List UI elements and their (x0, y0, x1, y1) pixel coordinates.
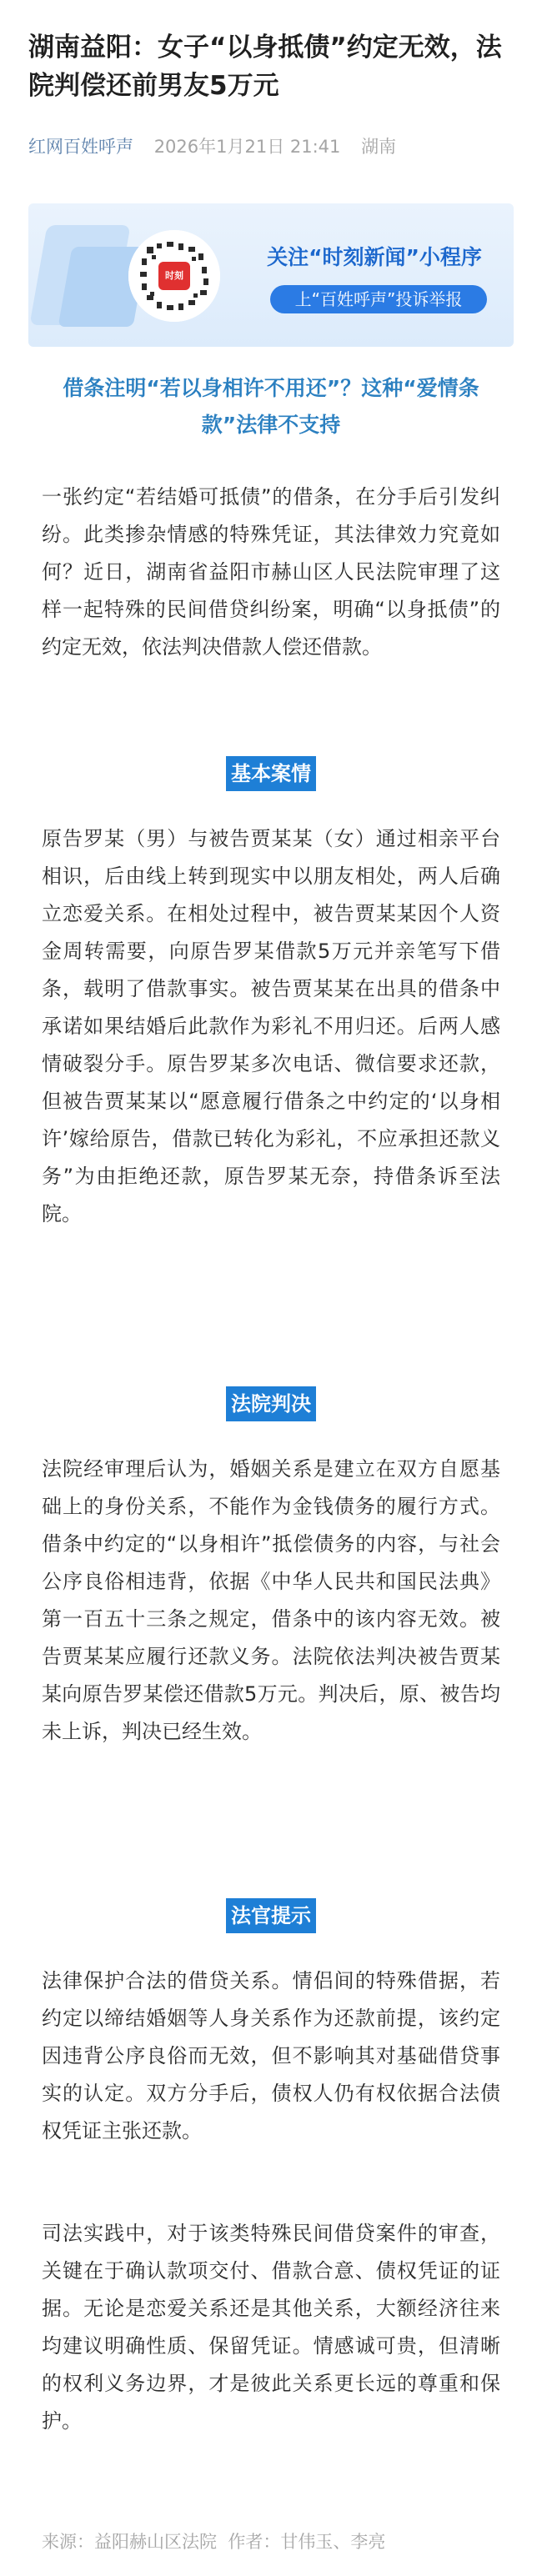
tips-paragraph-1: 法律保护合法的借贷关系。情侣间的特殊借据，若约定以缔结婚姻等人身关系作为还款前提，该约定因违背公序良俗而无效，但不影响其对基础借贷事实的认定。双方分手后，债权人仍有权依据合法债权凭证主张还款。 (42, 1969, 500, 2142)
footer-source: 益阳赫山区法院 (94, 2532, 217, 2552)
source-link[interactable]: 红网百姓呼声 (28, 137, 133, 157)
region-label: 湖南 (361, 137, 397, 157)
case-paragraph: 原告罗某（男）与被告贾某某（女）通过相亲平台相识，后由线上转到现实中以朋友相处，两人后确立恋爱关系。在相处过程中，被告贾某某因个人资金周转需要，向原告罗某借款5万元并亲笔写下借条，载明了借款事实。被告贾某某在出具的借条中承诺如果结婚后此款作为彩礼不用归还。后两人感情破裂分手。原告罗某多次电话、微信要求还款，但被告贾某某以“愿意履行借条之中约定的‘以身相许’嫁给原告，借款已转化为彩礼，不应承担还款义务”为由拒绝还款，原告罗某无奈，持借条诉至法院。 (42, 827, 500, 1225)
section-heading-tips: 法官提示 (0, 1898, 542, 1933)
qr-center-logo: 时刻 (158, 262, 190, 290)
footer-authors: 甘伟玉、李亮 (280, 2532, 386, 2552)
footer-source-label: 来源： (42, 2532, 94, 2552)
article-footer (42, 2529, 509, 2554)
intro-paragraph: 一张约定“若结婚可抵债”的借条，在分手后引发纠纷。此类掺杂情感的特殊凭证，其法律效力究竟如何？近日，湖南省益阳市赫山区人民法院审理了这样一起特殊的民间借贷纠纷案，明确“以身抵债”的约定无效，依法判决借款人偿还借款。 (42, 485, 500, 659)
judgment-paragraph: 法院经审理后认为，婚姻关系是建立在双方自愿基础上的身份关系，不能作为金钱债务的履行方式。借条中约定的“以身相许”抵偿债务的内容，与社会公序良俗相违背，依据《中华人民共和国民法典》第一百五十三条之规定，借条中的该内容无效。被告贾某某应履行还款义务。法院依法判决被告贾某某向原告罗某偿还借款5万元。判决后，原、被告均未上诉，判决已经生效。 (42, 1457, 500, 1743)
promo-banner[interactable] (28, 203, 514, 347)
article-meta (28, 135, 396, 158)
section-heading-case: 基本案情 (0, 756, 542, 791)
publish-time: 2026年1月21日 21:41 (153, 137, 341, 157)
complaint-report-button[interactable]: 上“百姓呼声”投诉举报 (270, 285, 487, 313)
section-heading-judgment: 法院判决 (0, 1386, 542, 1421)
banner-headline: 关注“时刻新闻”小程序 (267, 245, 482, 269)
tips-paragraph-2: 司法实践中，对于该类特殊民间借贷案件的审查，关键在于确认款项交付、借款合意、债权凭证的证据。无论是恋爱关系还是其他关系，大额经济往来均建议明确性质、保留凭证。情感诚可贵，但清晰的权利义务边界，才是彼此关系更长远的尊重和保护。 (42, 2222, 500, 2433)
article-subtitle: 借条注明“若以身相许不用还”？这种“爱情条款”法律不支持 (63, 376, 479, 437)
article-title: 湖南益阳：女子“以身抵债”约定无效，法院判偿还前男友5万元 (28, 33, 502, 101)
footer-author-label: 作者： (228, 2532, 281, 2552)
